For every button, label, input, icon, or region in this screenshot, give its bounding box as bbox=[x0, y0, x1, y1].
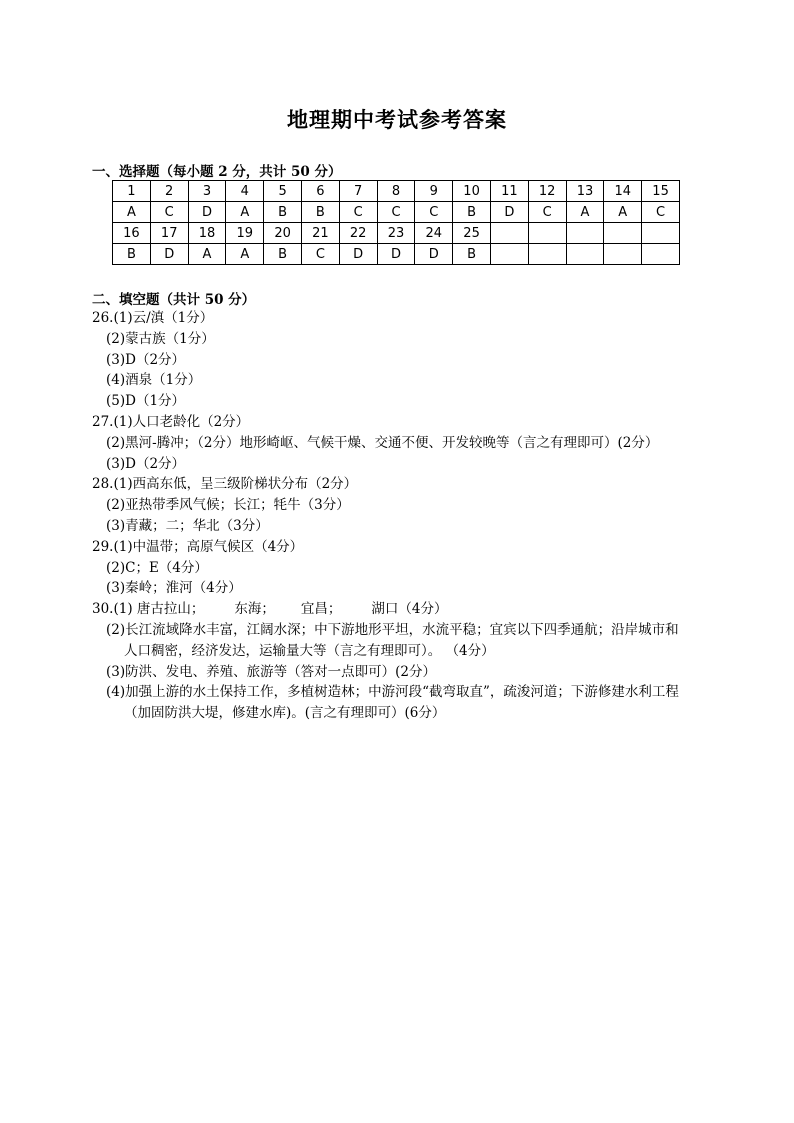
answer-line: (4)酒泉（1分） bbox=[106, 372, 202, 389]
table-cell: 21 bbox=[301, 223, 339, 244]
answer-line: (2)黑河-腾冲；（2分）地形崎岖、气候干燥、交通不便、开发较晚等（言之有理即可）(2分） bbox=[106, 434, 659, 451]
answer-line: (4)加强上游的水土保持工作，多植树造林；中游河段“截弯取直”，疏浚河道；下游修建水利工程 bbox=[106, 684, 679, 701]
table-cell: 17 bbox=[150, 223, 188, 244]
table-cell: 8 bbox=[377, 181, 415, 202]
table-cell: 19 bbox=[226, 223, 264, 244]
table-cell bbox=[528, 223, 566, 244]
table-cell: A bbox=[566, 202, 604, 223]
table-cell: 2 bbox=[150, 181, 188, 202]
table-cell bbox=[642, 244, 680, 265]
table-cell: 22 bbox=[339, 223, 377, 244]
table-cell: 11 bbox=[490, 181, 528, 202]
table-cell: 16 bbox=[113, 223, 151, 244]
answer-line: (5)D（1分） bbox=[106, 393, 186, 410]
table-cell bbox=[528, 244, 566, 265]
table-cell: 6 bbox=[301, 181, 339, 202]
answer-part: 宜昌； bbox=[300, 601, 342, 618]
table-cell: B bbox=[301, 202, 339, 223]
answer-line: 28.(1)西高东低，呈三级阶梯状分布（2分） bbox=[92, 476, 358, 493]
answer-line: （加固防洪大堤，修建水库)。(言之有理即可）(6分） bbox=[124, 705, 446, 722]
answer-part: 东海； bbox=[234, 601, 275, 618]
table-cell: D bbox=[188, 202, 226, 223]
table-cell: 5 bbox=[264, 181, 302, 202]
table-cell: D bbox=[377, 244, 415, 265]
table-cell: 18 bbox=[188, 223, 226, 244]
table-cell: 12 bbox=[528, 181, 566, 202]
answer-line: 27.(1)人口老龄化（2分） bbox=[92, 413, 250, 430]
table-cell bbox=[604, 223, 642, 244]
table-cell: 25 bbox=[453, 223, 491, 244]
answer-line: (2)蒙古族（1分） bbox=[106, 330, 215, 347]
answer-line: (2)亚热带季风气候；长江；牦牛（3分） bbox=[106, 497, 350, 514]
answer-line: 29.(1)中温带；高原气候区（4分） bbox=[92, 538, 304, 555]
answer-line: (2)C；E（4分） bbox=[106, 559, 208, 576]
table-cell: D bbox=[339, 244, 377, 265]
answer-line: 人口稠密，经济发达，运输量大等（言之有理即可）。 （4分） bbox=[124, 642, 495, 659]
table-cell: 9 bbox=[415, 181, 453, 202]
table-cell: B bbox=[453, 202, 491, 223]
table-cell: A bbox=[604, 202, 642, 223]
table-cell: D bbox=[150, 244, 188, 265]
table-cell: 24 bbox=[415, 223, 453, 244]
table-cell: 3 bbox=[188, 181, 226, 202]
table-cell: C bbox=[377, 202, 415, 223]
answer-line: (3)秦岭；淮河（4分） bbox=[106, 580, 242, 597]
table-cell: B bbox=[113, 244, 151, 265]
section-heading-choice: 一、选择题（每小题 2 分，共计 50 分） bbox=[92, 164, 342, 180]
answer-line: 26.(1)云/滇（1分） bbox=[92, 310, 214, 326]
table-cell: A bbox=[226, 202, 264, 223]
table-cell bbox=[604, 244, 642, 265]
answer-part: 湖口（4分） bbox=[371, 601, 448, 618]
table-cell: 14 bbox=[604, 181, 642, 202]
table-cell: A bbox=[226, 244, 264, 265]
answer-line: (3)D（2分） bbox=[106, 351, 186, 368]
table-cell: B bbox=[453, 244, 491, 265]
table-cell bbox=[642, 223, 680, 244]
table-row bbox=[113, 202, 680, 223]
table-cell: 1 bbox=[113, 181, 151, 202]
table-cell: C bbox=[301, 244, 339, 265]
table-cell: D bbox=[490, 202, 528, 223]
table-cell: C bbox=[528, 202, 566, 223]
table-cell: 15 bbox=[642, 181, 680, 202]
table-cell: B bbox=[264, 244, 302, 265]
table-cell: 7 bbox=[339, 181, 377, 202]
answer-line bbox=[92, 599, 712, 620]
answer-line: (2)长江流域降水丰富，江阔水深；中下游地形平坦，水流平稳；宜宾以下四季通航；沿岸城市和 bbox=[106, 621, 679, 638]
table-cell: A bbox=[188, 244, 226, 265]
choice-answer-table bbox=[112, 180, 680, 265]
answer-line: (3)防洪、发电、养殖、旅游等（答对一点即可）(2分） bbox=[106, 663, 436, 680]
section-heading-fill: 二、填空题（共计 50 分） bbox=[92, 292, 256, 308]
table-cell bbox=[566, 244, 604, 265]
answer-line: (3)D（2分） bbox=[106, 455, 186, 472]
table-cell: 23 bbox=[377, 223, 415, 244]
fill-answers bbox=[92, 308, 712, 724]
table-cell: 4 bbox=[226, 181, 264, 202]
table-cell: C bbox=[150, 202, 188, 223]
table-cell: C bbox=[339, 202, 377, 223]
table-cell: A bbox=[113, 202, 151, 223]
table-cell: 10 bbox=[453, 181, 491, 202]
table-cell: B bbox=[264, 202, 302, 223]
table-row bbox=[113, 244, 680, 265]
table-cell bbox=[566, 223, 604, 244]
table-cell bbox=[490, 244, 528, 265]
table-row bbox=[113, 181, 680, 202]
table-cell: D bbox=[415, 244, 453, 265]
table-cell: C bbox=[642, 202, 680, 223]
answer-line: (3)青藏；二；华北（3分） bbox=[106, 517, 269, 534]
table-cell: 20 bbox=[264, 223, 302, 244]
table-cell: C bbox=[415, 202, 453, 223]
answer-part: 30.(1) 唐古拉山； bbox=[92, 601, 205, 618]
table-cell: 13 bbox=[566, 181, 604, 202]
table-row bbox=[113, 223, 680, 244]
page-title: 地理期中考试参考答案 bbox=[287, 107, 507, 132]
table-cell bbox=[490, 223, 528, 244]
